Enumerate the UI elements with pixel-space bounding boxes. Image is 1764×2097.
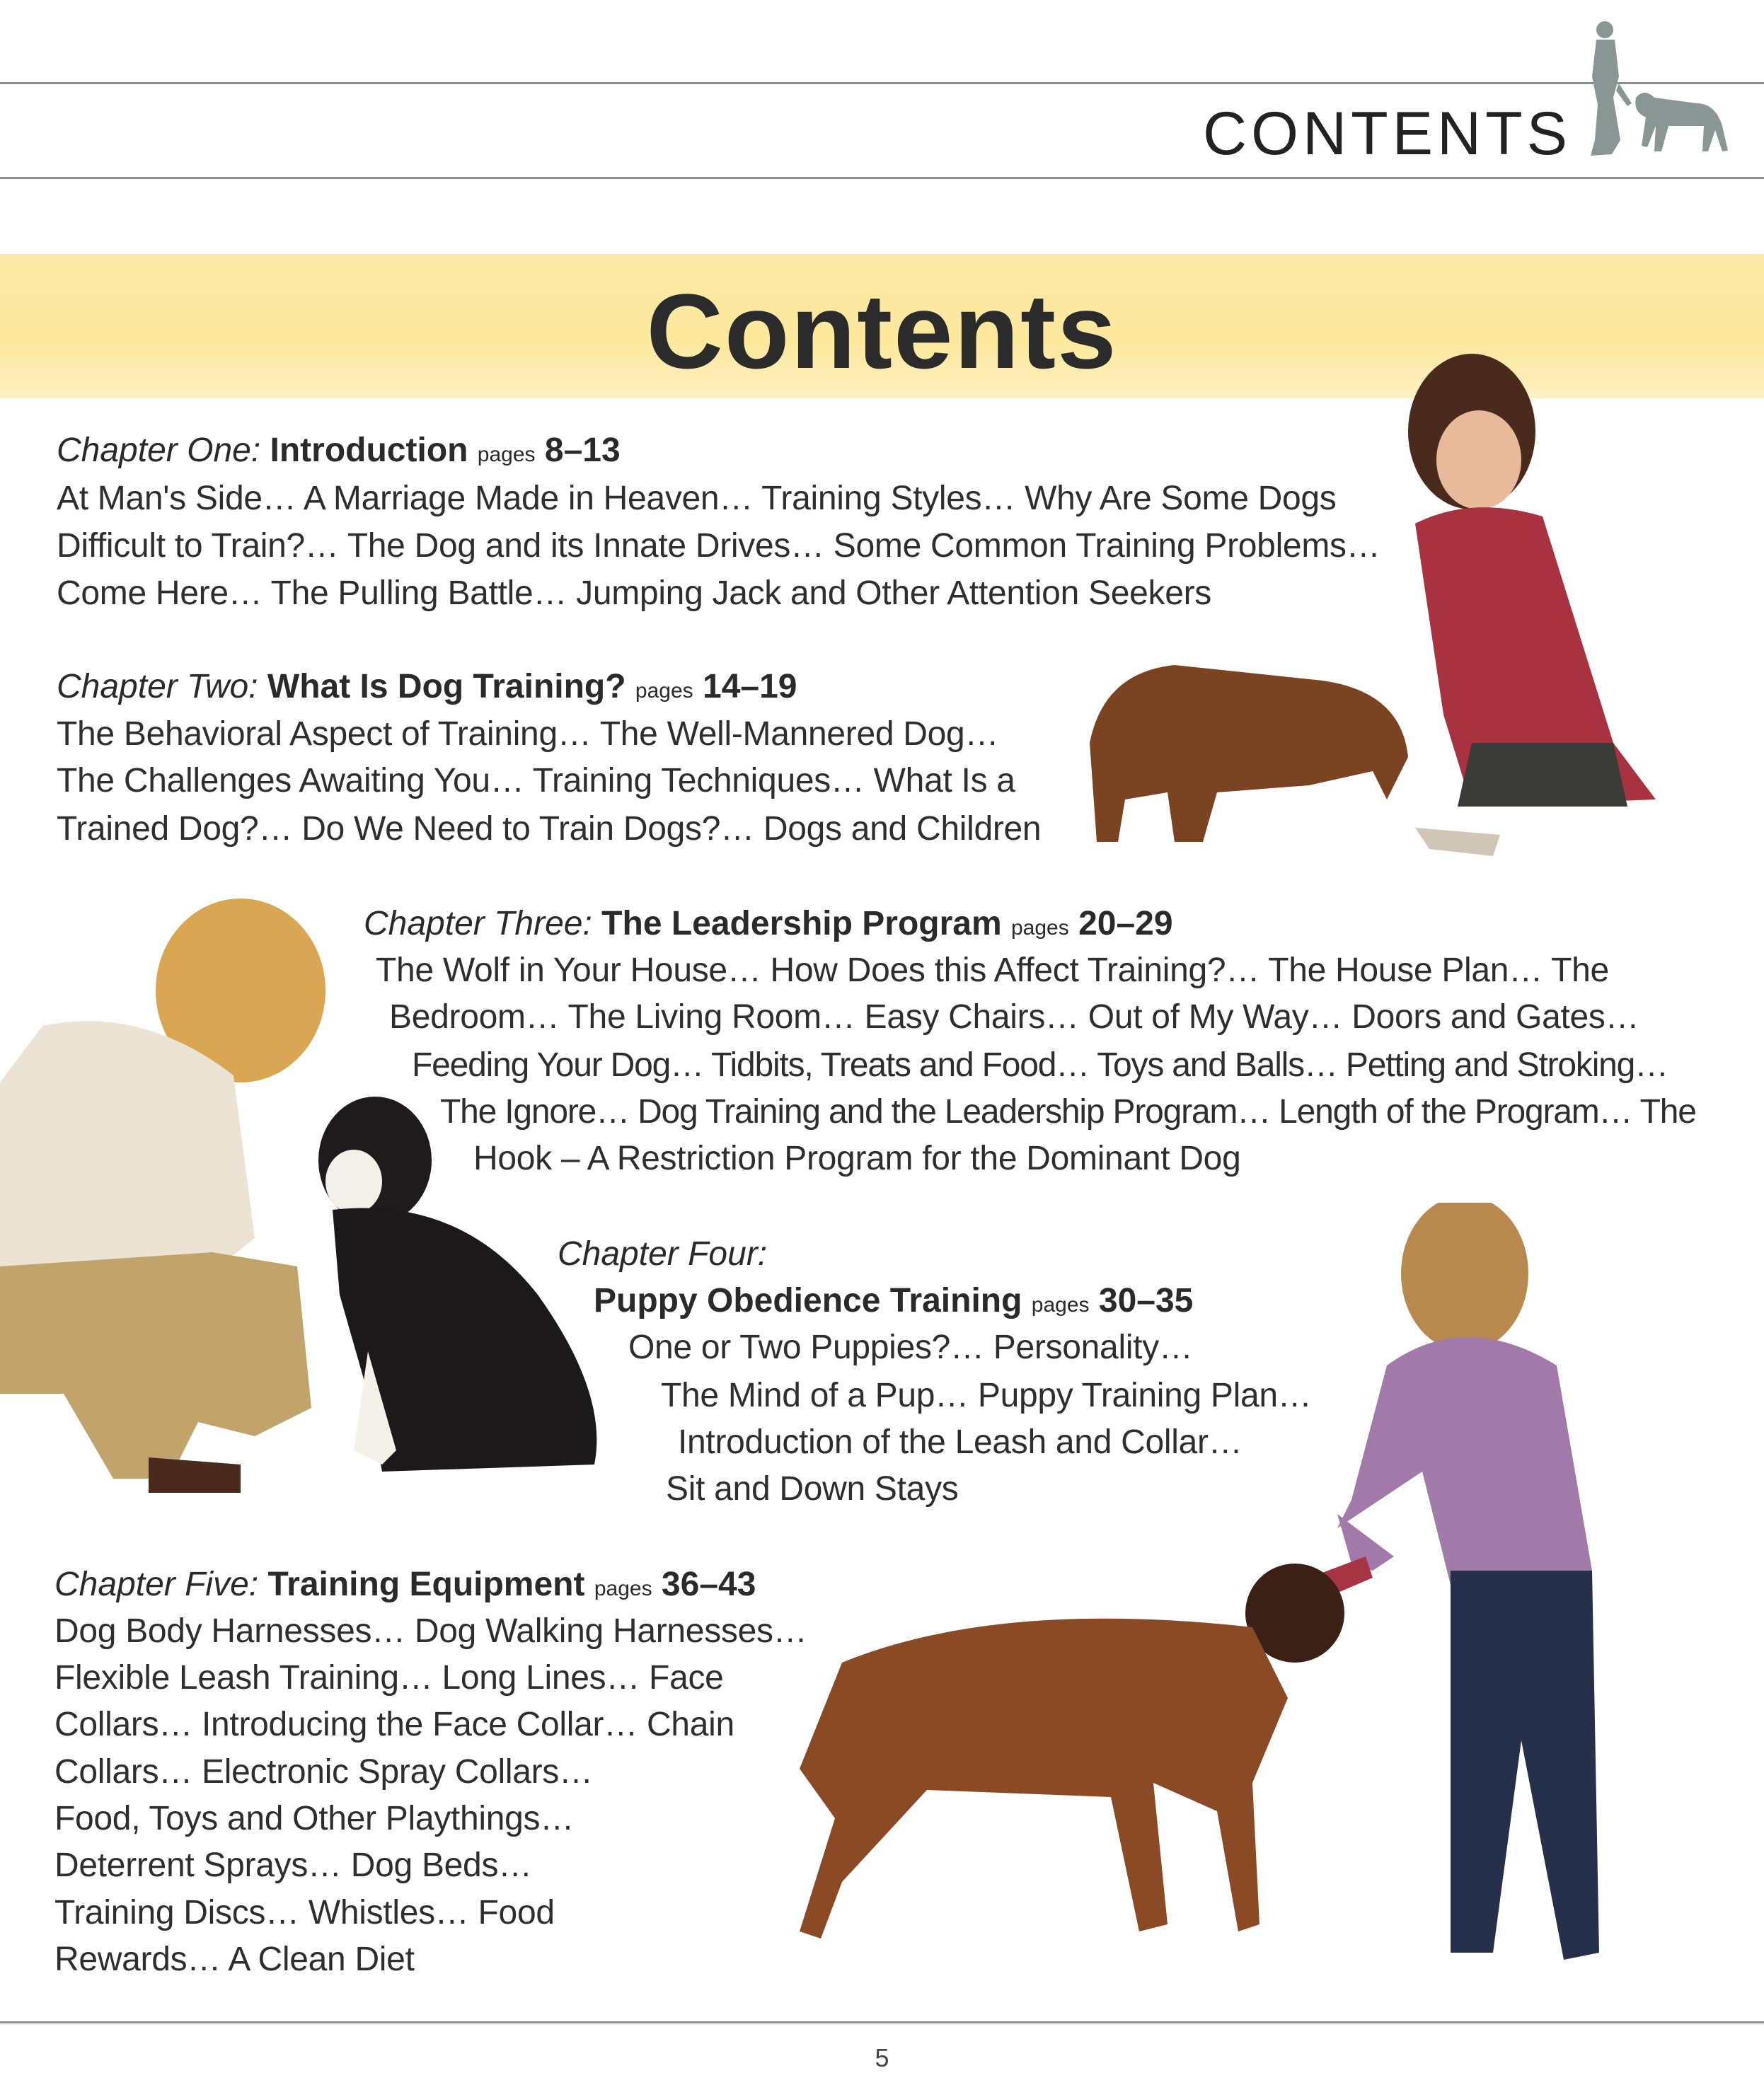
pages-label: pages [594, 1577, 652, 1600]
chapter-heading-four-prefix [558, 1231, 767, 1278]
topic-line: Introduction of the Leash and Collar… [678, 1423, 1243, 1461]
pages-label: pages [1031, 1293, 1090, 1317]
chapter-heading-five [54, 1561, 756, 1612]
topic-line: Collars… Introducing the Face Collar… Chain [54, 1706, 734, 1743]
pages-label: pages [1011, 916, 1069, 940]
chapter-heading-one [57, 427, 621, 478]
chapter-prefix: Chapter Five: [54, 1566, 259, 1603]
topic-line: The Mind of a Pup… Puppy Training Plan… [661, 1377, 1312, 1414]
topic-line: One or Two Puppies?… Personality… [628, 1329, 1193, 1366]
chapter-title: Training Equipment [267, 1566, 585, 1603]
header-rule-bottom [0, 177, 1764, 179]
pages-label: pages [477, 443, 536, 466]
page-range: 30–35 [1098, 1282, 1194, 1319]
page-title: Contents [646, 272, 1118, 391]
running-head: CONTENTS [1203, 100, 1572, 168]
chapter-heading-three [364, 901, 1173, 952]
chapter-heading-four [594, 1278, 1193, 1329]
topic-line: Food, Toys and Other Playthings… [54, 1800, 574, 1837]
topic-line: Bedroom… The Living Room… Easy Chairs… Out of My Way… Doors and Gates… [389, 998, 1639, 1036]
chapter-title: Puppy Obedience Training [594, 1282, 1022, 1319]
chapter-prefix: Chapter Four: [558, 1235, 768, 1273]
footer-rule [0, 2021, 1764, 2023]
topic-line: Feeding Your Dog… Tidbits, Treats and Food… Toys and Balls… Petting and Stroking… [412, 1046, 1668, 1084]
topic-line: Rewards… A Clean Diet [54, 1941, 415, 1978]
topic-line: Come Here… The Pulling Battle… Jumping Jack and Other Attention Seekers [57, 574, 1211, 612]
header-rule-top [0, 82, 1764, 84]
chapter-prefix: Chapter Three: [364, 905, 592, 942]
page-number: 5 [875, 2043, 889, 2072]
page-range: 36–43 [661, 1566, 756, 1603]
topic-line: The Ignore… Dog Training and the Leadership Program… Length of the Program… The [440, 1093, 1696, 1131]
man-walking-dog-silhouette-icon [1576, 20, 1734, 161]
topic-line: Dog Body Harnesses… Dog Walking Harnesses… [54, 1612, 807, 1650]
chapter-heading-two [57, 664, 797, 715]
topic-line: Training Discs… Whistles… Food [54, 1894, 555, 1931]
chapter-title: The Leadership Program [601, 905, 1002, 942]
topic-line: At Man's Side… A Marriage Made in Heaven… Training Styles… Why Are Some Dogs [57, 480, 1337, 517]
topic-line: Hook – A Restriction Program for the Dominant Dog [473, 1140, 1241, 1177]
topic-line: Deterrent Sprays… Dog Beds… [54, 1847, 532, 1884]
page-range: 20–29 [1078, 905, 1173, 942]
topic-line: The Behavioral Aspect of Training… The Well-Mannered Dog… [57, 715, 999, 753]
topic-line: Collars… Electronic Spray Collars… [54, 1753, 593, 1791]
topic-line: Difficult to Train?… The Dog and its Innate Drives… Some Common Training Problems… [57, 527, 1380, 565]
chapter-title: Introduction [270, 432, 468, 469]
chapter-title: What Is Dog Training? [267, 668, 626, 705]
topic-line: Trained Dog?… Do We Need to Train Dogs?… Dogs and Children [57, 810, 1042, 848]
chapter-prefix: Chapter One: [57, 432, 261, 469]
topic-line: The Challenges Awaiting You… Training Techniques… What Is a [57, 762, 1015, 799]
page-range: 8–13 [544, 432, 621, 469]
topic-line: Sit and Down Stays [666, 1470, 959, 1508]
pages-label: pages [635, 679, 693, 703]
chapter-prefix: Chapter Two: [57, 668, 258, 705]
topic-line: The Wolf in Your House… How Does this Affect Training?… The House Plan… The [376, 952, 1609, 989]
page-range: 14–19 [703, 668, 797, 705]
topic-line: Flexible Leash Training… Long Lines… Face [54, 1659, 724, 1697]
